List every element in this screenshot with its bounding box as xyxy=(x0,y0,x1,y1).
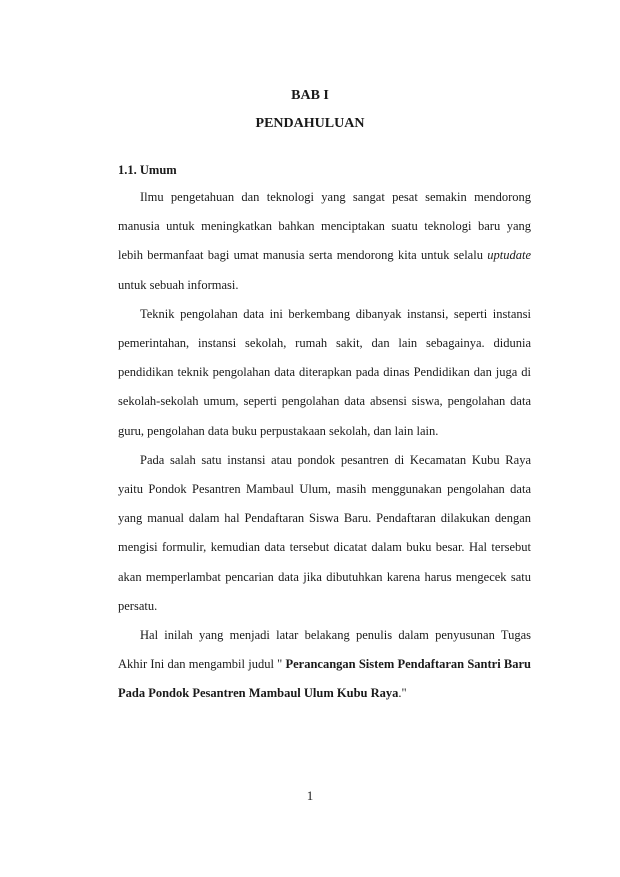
paragraph-2 xyxy=(118,300,531,446)
paragraph-2-text: Teknik pengolahan data ini berkembang dibanyak instansi, seperti instansi pemerintahan, instansi sekolah, rumah sakit, dan lain sebagainya. didunia pendidikan teknik pengolahan data diterapkan pada dinas Pendidikan dan juga di sekolah-sekolah umum, seperti pengolahan data absensi siswa, pengolahan data guru, pengolahan data buku perpustakaan sekolah, dan lain lain. xyxy=(118,306,531,438)
chapter-title: PENDAHULUAN xyxy=(255,116,365,131)
paragraph-1-tail: untuk sebuah informasi. xyxy=(118,277,239,292)
paragraph-4-text: Hal inilah yang menjadi latar belakang penulis dalam penyusunan Tugas Akhir Ini dan mengambil judul " xyxy=(118,628,531,672)
paragraph-3 xyxy=(118,446,531,621)
paragraph-1-italic-term: uptudate xyxy=(487,248,531,263)
paragraph-1 xyxy=(118,183,531,300)
paragraph-3-text: Pada salah satu instansi atau pondok pesantren di Kecamatan Kubu Raya yaitu Pondok Pesantren Mambaul Ulum, masih menggunakan pengolahan data yang manual dalam hal Pendaftaran Siswa Baru. Pendaftaran dilakukan dengan mengisi formulir, kemudian data tersebut dicatat dalam buku besar. Hal tersebut akan memperlambat pencarian data jika dibutuhkan karena harus mengecek satu persatu. xyxy=(118,452,531,613)
page-number: 1 xyxy=(306,788,314,803)
section-heading: 1.1. Umum xyxy=(118,163,177,177)
body-text xyxy=(118,183,531,709)
paragraph-4-tail: ." xyxy=(398,686,407,701)
paragraph-1-text: Ilmu pengetahuan dan teknologi yang sangat pesat semakin mendorong manusia untuk meningkatkan bahkan menciptakan suatu teknologi baru yang lebih bermanfaat bagi umat manusia serta mendorong kita untuk selalu xyxy=(118,190,531,263)
paragraph-4 xyxy=(118,621,531,709)
chapter-label: BAB I xyxy=(291,88,329,103)
thesis-title: Perancangan Sistem Pendaftaran Santri Baru Pada Pondok Pesantren Mambaul Ulum Kubu Raya xyxy=(118,657,531,701)
